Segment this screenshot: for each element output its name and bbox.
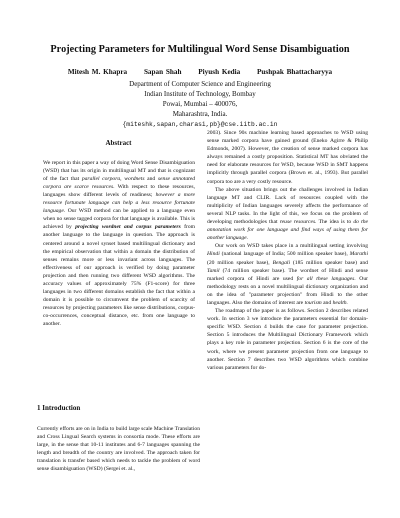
author-list [0, 68, 400, 76]
author-name: Mitesh M. Khapra [67, 68, 128, 76]
abstract-heading: Abstract [105, 139, 132, 147]
paragraph: Our work on WSD takes place in a multilingual setting involving Hindi (national language of India; 500 million speaker base), Marathi (20 million speaker base), Bengali (185 million speaker base) and Tamil (74 million speaker base). The wordnet of Hindi and sense marked corpora of Hindi are used for all these languages. Our methodology rests on a novel multilingual dictionary organization and on the idea of "parameter projection" from Hindi to the other languages. Also the domains of interest are tourism and health. [207, 243, 368, 306]
paragraph: 2003). Since 90s machine learning based approaches to WSD using sense marked corpora have gained ground (Eneko Agirre & Philip Edmonds, 2007). However, the creation of sense marked corpora has always remained a costly proposition. Statistical MT has obviated the need for elaborate resources for WSD, because WSD in SMT happens implicitly through parallel corpora (Brown et. al., 1993). But parallel corpora too are a very costly resource. [207, 130, 368, 185]
abstract-body [43, 153, 195, 334]
affiliation-dept: Department of Computer Science and Engineering [129, 80, 271, 88]
introduction-paragraph: Currently efforts are on in India to build large scale Machine Translation and Cross Lingual Search systems in consortia mode. These efforts are large, in the sense that 10-11 institutes and 6-7 languages spanning the length and breadth of the country are involved. The approach taken for translation is transfer based which needs to tackle the problem of word sense disambiguation (WSD) (Sergei et. al., [37, 425, 200, 473]
affiliation-city: Powai, Mumbai – 400076, [162, 100, 238, 108]
affiliation-state: Maharashtra, India. [172, 110, 228, 118]
introduction-body [37, 419, 200, 479]
paragraph: The above situation brings out the challenges involved in Indian language MT and CLIR. Lack of resources coupled with the multiplicity of Indian languages severely affects the performance of several NLP tasks. In the light of this, we focus on the problem of developing methodologies that reuse resources. The idea is to do the annotation work for one language and find ways of using them for another language. [207, 186, 368, 242]
author-name: Piyush Kedia [198, 68, 241, 76]
affiliation-institute: Indian Institute of Technology, Bombay [144, 90, 256, 98]
paragraph: The roadmap of the paper is as follows. Section 2 describes related work. In section 3 we introduce the parameters essential for domain-specific WSD. Section 4 builds the case for parameter projection. Section 5 introduces the Multilingual Dictionary Framework which plays a key role in parameter projection. Section 6 is the core of the work, where we present parameter projection from one language to another. Section 7 describes two WSD algorithms which combine various parameters for do- [207, 308, 368, 371]
author-email: {miteshk,sapan,charasi,pb}@cse.iitb.ac.in [122, 121, 278, 128]
author-name: Sapan Shah [143, 68, 182, 76]
paper-title: Projecting Parameters for Multilingual Word Sense Disambiguation [50, 44, 350, 55]
section-heading-introduction: 1 Introduction [37, 404, 81, 412]
abstract-paragraph: We report in this paper a way of doing Word Sense Disambiguation (WSD) that has its origin in multilingual MT and that is cognizant of the fact that parallel corpora, wordnets and sense annotated corpora are scarce resources. With respect to these resources, languages show different levels of readiness; however a more resource fortunate language can help a less resource fortunate language. Our WSD method can be applied to a language even when no sense tagged corpora for that language is available. This is achieved by projecting wordnet and corpus parameters from another language to the language in question. The approach is centered around a novel synset based multilingual dictionary and the empirical observation that within a domain the distribution of senses remains more or less invariant across languages. The effectiveness of our approach is verified by doing parameter projection and then running two different WSD algorithms. The accuracy values of approximately 75% (F1-score) for three languages in two different domains establish the fact that within a domain it is possible to circumvent the problem of scarcity of resources by projecting parameters like sense distributions, corpus-co-occurrences, conceptual distance, etc. from one language to another. [43, 159, 196, 328]
right-column [207, 129, 368, 372]
author-name: Pushpak Bhattacharyya [257, 68, 333, 76]
